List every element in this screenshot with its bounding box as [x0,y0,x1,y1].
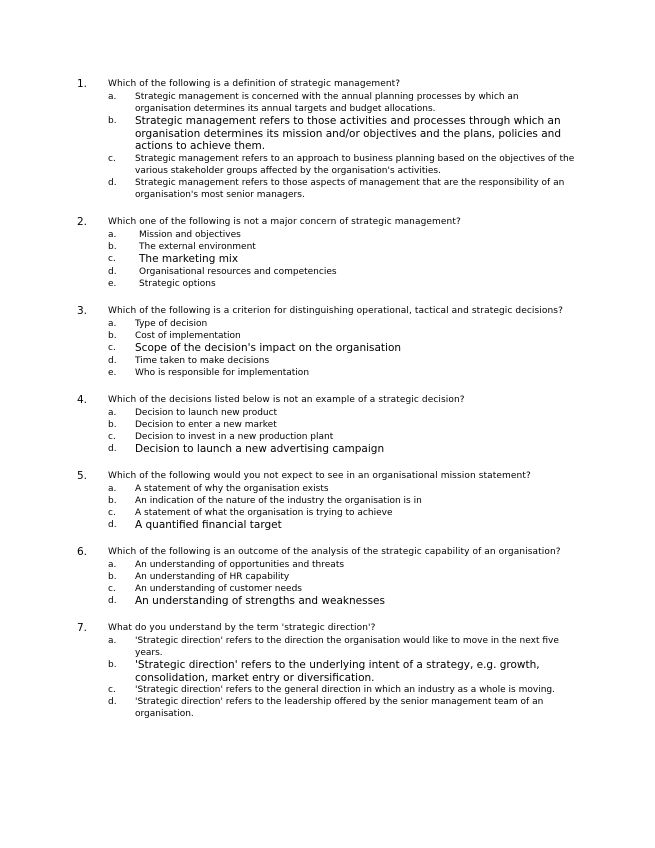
option-letter: a. [108,560,117,570]
option-letter: b. [108,331,117,341]
question-number: 1. [77,78,88,90]
option-d [0,696,655,720]
option-text: Type of decision [135,319,208,329]
option-letter: c. [108,153,116,164]
option-text: 'Strategic direction' refers to the leadership offered by the senior management team of an organisation. [135,697,544,719]
option-text: An indication of the nature of the industry the organisation is in [135,496,422,506]
option-letter: a. [108,92,117,102]
question-text: What do you understand by the term 'strategic direction'? [108,623,376,633]
option-text: Cost of implementation [135,331,241,341]
option-c [0,431,655,443]
option-c [0,583,655,595]
option-text: The external environment [139,242,256,252]
option-b [0,495,655,507]
option-b [0,115,655,153]
option-text: Organisational resources and competencies [139,266,337,277]
option-e [0,278,655,290]
option-letter: a. [108,319,117,329]
question-number: 3. [77,305,88,317]
option-a [0,91,655,115]
question-text: Which of the following is a definition of strategic management? [108,79,401,89]
option-c [0,507,655,519]
option-letter: a. [108,408,117,418]
option-text: An understanding of strengths and weaknesses [135,595,385,607]
question-text: Which one of the following is not a major concern of strategic management? [108,217,461,227]
option-letter: c. [108,685,116,695]
option-text: Decision to launch new product [135,408,278,418]
option-a [0,559,655,571]
option-a [0,635,655,659]
option-d [0,595,655,608]
option-e [0,367,655,379]
question-7 [0,622,655,720]
option-letter: e. [108,367,117,378]
question-2 [0,216,655,290]
option-text: An understanding of HR capability [135,572,290,582]
option-letter: d. [108,444,117,454]
question-number: 7. [77,622,88,634]
option-letter: c. [108,508,116,518]
question-3 [0,305,655,379]
option-c [0,253,655,266]
option-letter: b. [108,420,117,430]
option-d [0,177,655,201]
question-5 [0,470,655,532]
option-letter: c. [108,343,116,353]
option-b [0,330,655,342]
option-letter: d. [108,355,117,366]
option-text: Decision to enter a new market [135,420,277,430]
option-b [0,659,655,684]
option-d [0,443,655,456]
option-text: 'Strategic direction' refers to the direction the organisation would like to move in the next five years. [135,636,559,658]
option-text: An understanding of opportunities and threats [135,560,345,570]
option-text: Strategic management is concerned with the annual planning processes by which an organisation determines its annual targets and budget allocations. [135,92,519,114]
option-text: 'Strategic direction' refers to the general direction in which an industry as a whole is moving. [135,685,555,695]
option-a [0,229,655,241]
option-text: Strategic management refers to an approach to business planning based on the objectives of the various stakeholder groups affected by the organisation's activities. [135,153,575,176]
option-letter: c. [108,584,116,594]
option-letter: e. [108,278,117,289]
question-text: Which of the following is an outcome of the analysis of the strategic capability of an organisation? [108,547,561,557]
question-number: 5. [77,470,88,482]
question-4 [0,394,655,456]
option-letter: a. [108,636,117,646]
option-text: Decision to invest in a new production plant [135,432,334,442]
option-letter: d. [108,177,117,188]
question-6 [0,546,655,608]
option-letter: c. [108,432,116,442]
option-letter: a. [108,484,117,494]
option-text: Time taken to make decisions [135,355,270,366]
option-text: Mission and objectives [139,230,241,240]
option-letter: b. [108,242,117,252]
option-letter: b. [108,660,117,670]
option-letter: c. [108,254,116,264]
question-1 [0,78,655,201]
option-letter: b. [108,572,117,582]
option-text: The marketing mix [139,253,239,265]
option-a [0,318,655,330]
question-number: 6. [77,546,88,558]
option-b [0,571,655,583]
question-number: 2. [77,216,88,228]
option-letter: d. [108,596,117,606]
option-d [0,519,655,532]
option-b [0,419,655,431]
option-a [0,483,655,495]
option-letter: b. [108,496,117,506]
option-text: A quantified financial target [135,519,282,531]
option-letter: a. [108,230,117,240]
option-d [0,266,655,278]
option-text: An understanding of customer needs [135,584,302,594]
option-a [0,407,655,419]
question-text: Which of the following would you not expect to see in an organisational mission statement? [108,471,531,481]
option-text: Strategic management refers to those aspects of management that are the responsibility of an organisation's most senior managers. [135,177,565,200]
question-text: Which of the decisions listed below is not an example of a strategic decision? [108,395,465,405]
option-letter: d. [108,697,117,707]
option-text: Decision to launch a new advertising campaign [135,443,385,455]
option-c [0,684,655,696]
option-b [0,241,655,253]
option-d [0,355,655,367]
option-text: A statement of why the organisation exists [135,484,329,494]
option-letter: d. [108,520,117,530]
option-c [0,153,655,177]
option-c [0,342,655,355]
option-text: Strategic management refers to those activities and processes through which an organisation determines its mission and/or objectives and the plans, policies and actions to achieve them. [135,115,561,152]
option-letter: d. [108,266,117,277]
option-text: Strategic options [139,278,216,289]
question-text: Which of the following is a criterion for distinguishing operational, tactical and strategic decisions? [108,306,563,316]
question-number: 4. [77,394,88,406]
option-letter: b. [108,116,117,126]
option-text: 'Strategic direction' refers to the underlying intent of a strategy, e.g. growth, consolidation, market entry or diversification. [135,659,540,684]
option-text: Who is responsible for implementation [135,367,310,378]
option-text: A statement of what the organisation is trying to achieve [135,508,393,518]
option-text: Scope of the decision's impact on the organisation [135,342,402,354]
